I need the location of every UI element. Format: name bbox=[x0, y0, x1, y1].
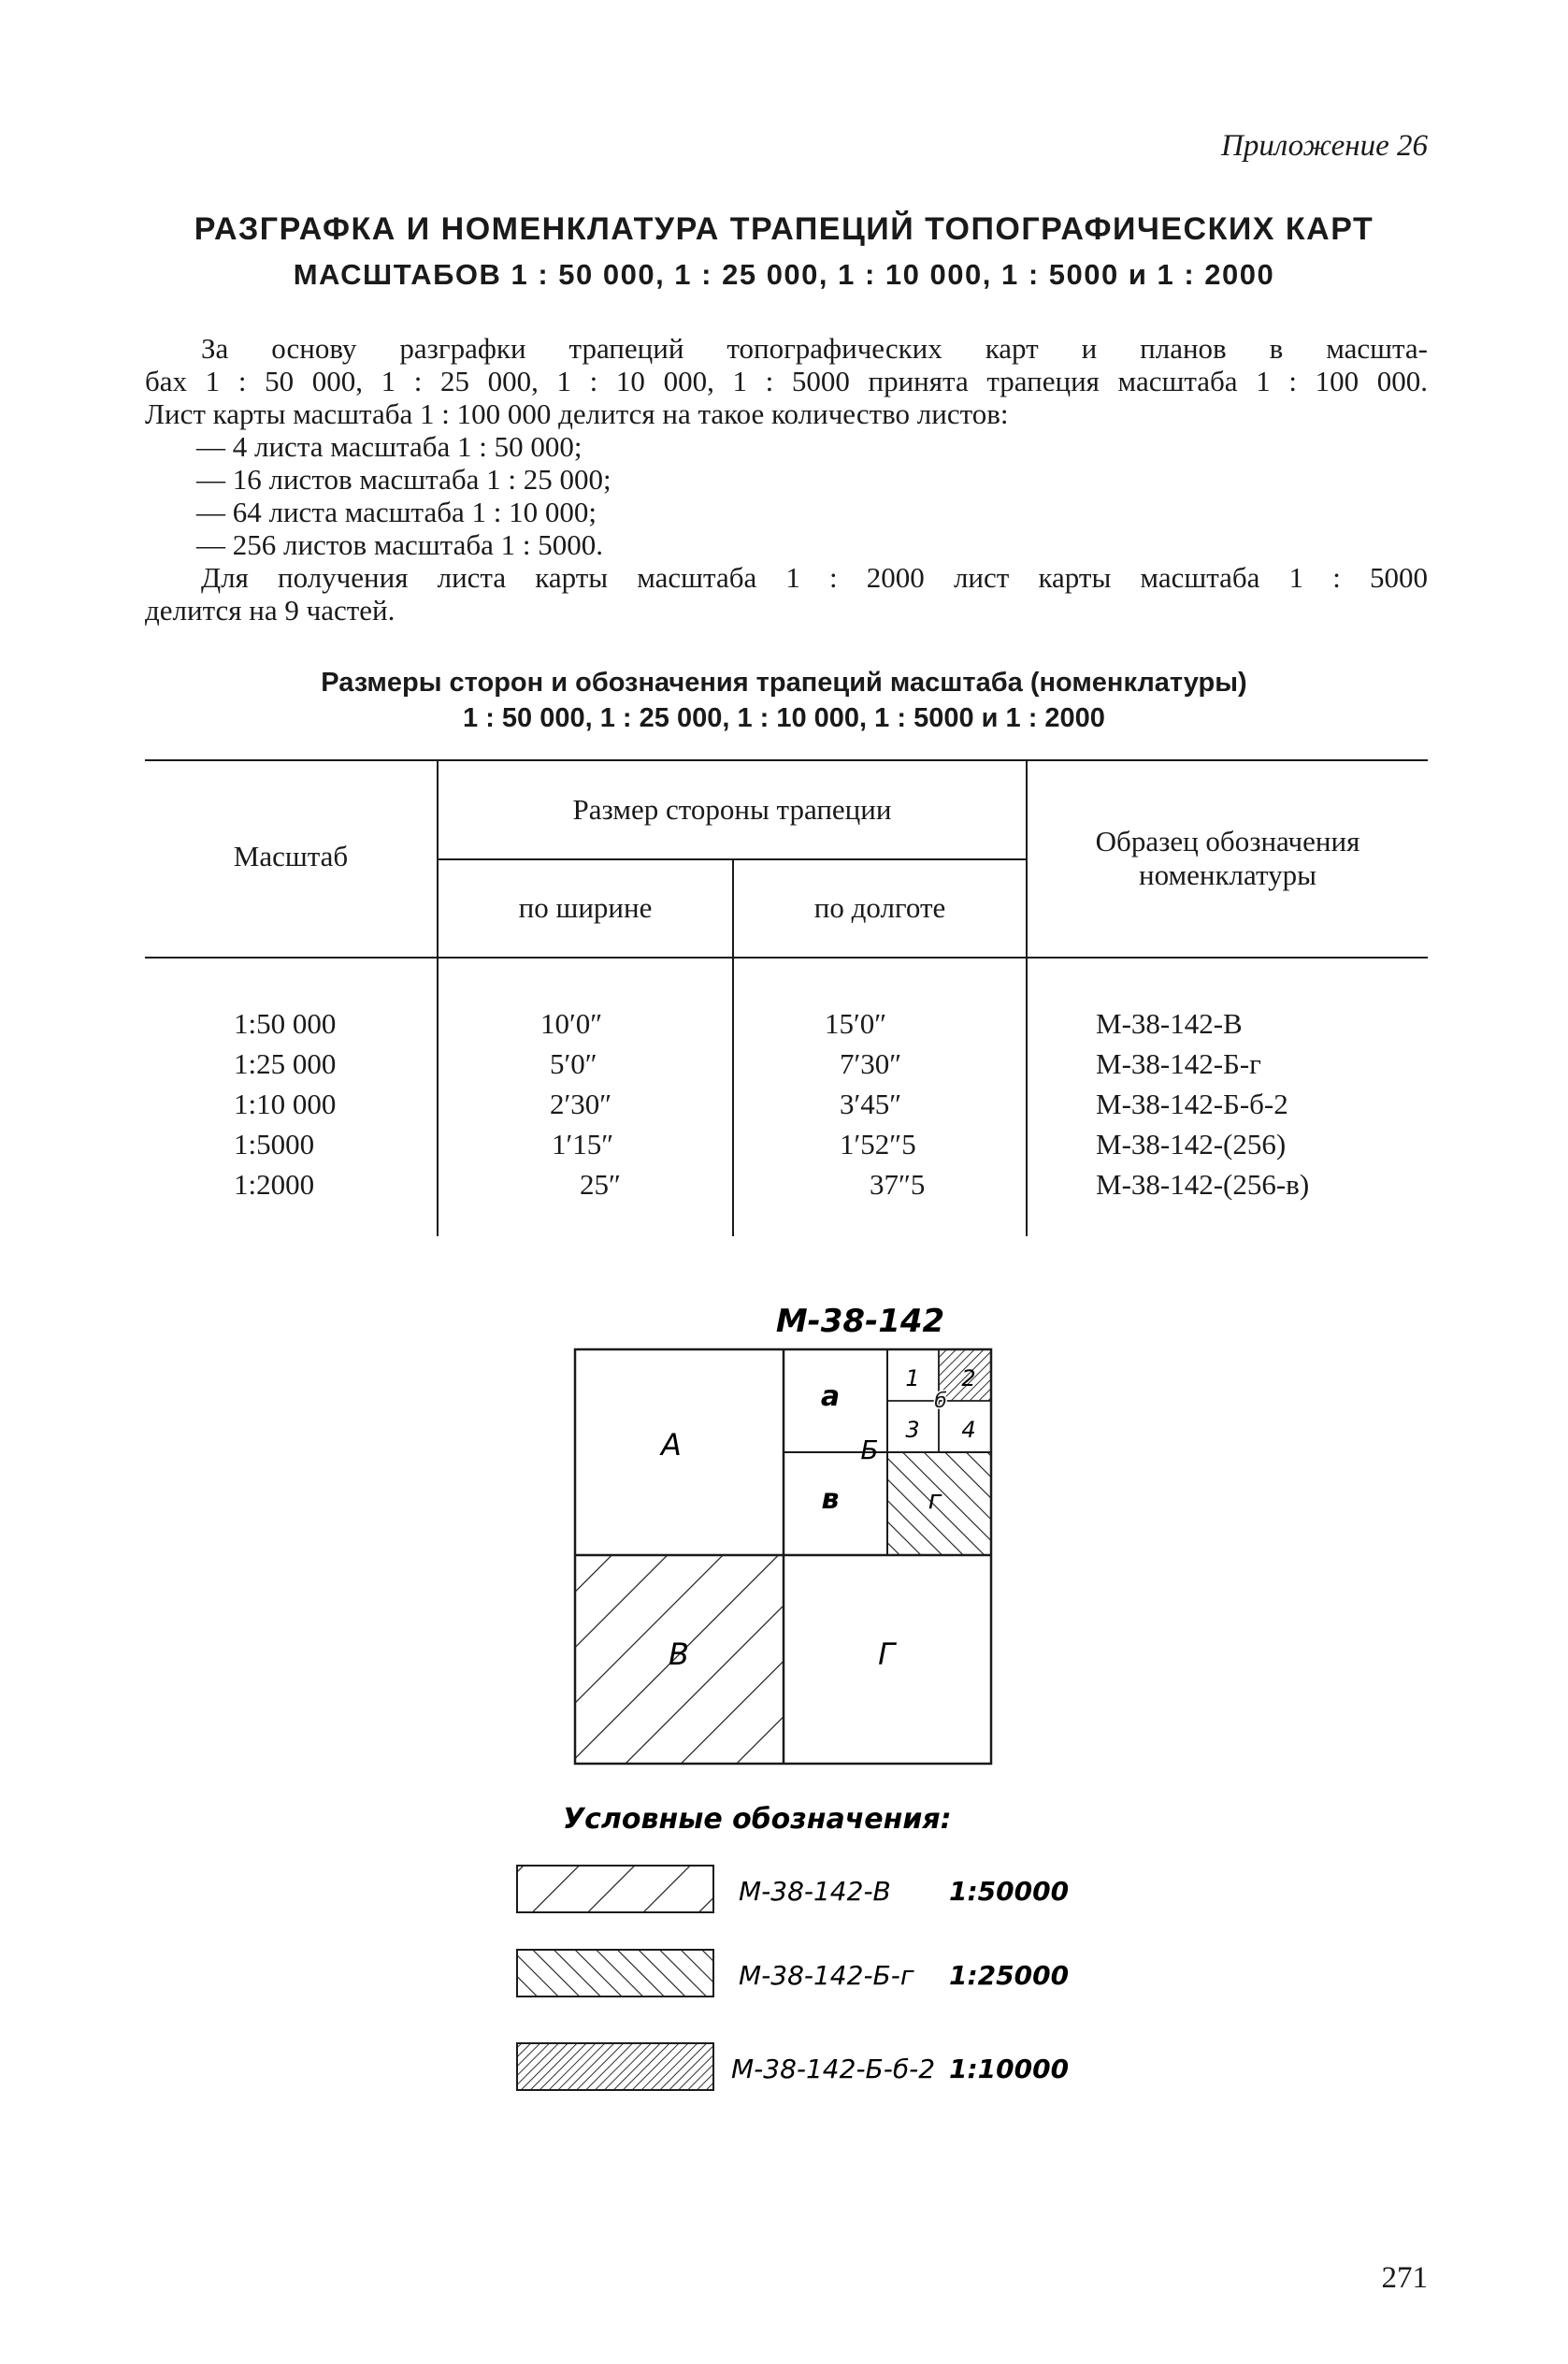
legend-swatch-1-25000 bbox=[517, 1950, 713, 1996]
label-1: 1 bbox=[905, 1365, 920, 1391]
label-4: 4 bbox=[961, 1417, 976, 1443]
table-cell-sample: М-38-142-(256) bbox=[1096, 1128, 1287, 1160]
page-number: 271 bbox=[1381, 2261, 1428, 2295]
intro-list-item: — 4 листа масштаба 1 : 50 000; bbox=[196, 430, 583, 463]
table-cell-sample: М-38-142-(256-в) bbox=[1096, 1168, 1310, 1201]
page-subtitle: МАСШТАБОВ 1 : 50 000, 1 : 25 000, 1 : 10 000, 1 : 5000 и 1 : 2000 bbox=[293, 258, 1275, 291]
label-g: г bbox=[928, 1484, 942, 1515]
label-A: А bbox=[661, 1427, 682, 1463]
label-G: Г bbox=[878, 1636, 895, 1672]
header-sample: номенклатуры bbox=[1139, 858, 1316, 891]
intro-list-item: — 16 листов масштаба 1 : 25 000; bbox=[196, 463, 611, 496]
label-v: в bbox=[821, 1483, 840, 1516]
legend-code: М-38-142-Б-б-2 bbox=[731, 2054, 936, 2084]
intro-list-item: — 64 листа масштаба 1 : 10 000; bbox=[196, 496, 597, 528]
table-cell-scale: 1:10 000 bbox=[234, 1088, 337, 1120]
table-cell-width: 10′0″ bbox=[540, 1007, 603, 1040]
page-title: РАЗГРАФКА И НОМЕНКЛАТУРА ТРАПЕЦИЙ ТОПОГРАФИЧЕСКИХ КАРТ bbox=[194, 211, 1374, 247]
intro-line: бах 1 : 50 000, 1 : 25 000, 1 : 10 000, 1 : 5000 принята трапеция масштаба 1 : 100 000. bbox=[145, 365, 1428, 397]
intro-line: За основу разграфки трапеций топографических карт и планов в масшта- bbox=[201, 332, 1428, 365]
table-cell-width: 5′0″ bbox=[550, 1047, 597, 1080]
label-3: 3 bbox=[905, 1417, 920, 1443]
table-cell-scale: 1:25 000 bbox=[234, 1047, 337, 1080]
table-cell-longitude: 3′45″ bbox=[840, 1088, 902, 1120]
table-cell-longitude: 15′0″ bbox=[825, 1007, 887, 1040]
header-by-width: по ширине bbox=[518, 891, 653, 924]
legend-code: М-38-142-Б-г bbox=[739, 1960, 914, 1991]
intro-line: Для получения листа карты масштаба 1 : 2000 лист карты масштаба 1 : 5000 bbox=[201, 561, 1428, 594]
legend-scale: 1:50000 bbox=[949, 1876, 1070, 1907]
legend-swatch-1-10000 bbox=[517, 2043, 713, 2090]
intro-line: Лист карты масштаба 1 : 100 000 делится на такое количество листов: bbox=[145, 397, 1009, 430]
header-scale: Масштаб bbox=[233, 840, 349, 872]
table-cell-scale: 1:50 000 bbox=[234, 1007, 337, 1040]
label-B: Б bbox=[860, 1434, 879, 1465]
table-cell-width: 25″ bbox=[580, 1168, 621, 1201]
table-cell-width: 2′30″ bbox=[550, 1088, 612, 1120]
legend-scale: 1:10000 bbox=[949, 2054, 1070, 2084]
diagram-title: М-38-142 bbox=[775, 1303, 945, 1340]
legend-swatch-1-50000 bbox=[517, 1866, 713, 1912]
header-side-size: Размер стороны трапеции bbox=[572, 793, 892, 826]
table-caption: Размеры сторон и обозначения трапеций масштаба (номенклатуры) bbox=[321, 668, 1247, 698]
table-cell-longitude: 37″5 bbox=[870, 1168, 926, 1201]
legend-scale: 1:25000 bbox=[949, 1960, 1070, 1991]
label-a: а bbox=[820, 1380, 841, 1413]
legend-title: Условные обозначения: bbox=[563, 1803, 952, 1836]
table-cell-sample: М-38-142-Б-г bbox=[1096, 1047, 1261, 1080]
table-cell-longitude: 7′30″ bbox=[840, 1047, 902, 1080]
label-b-small: б bbox=[934, 1390, 947, 1413]
header-by-longitude: по долготе bbox=[813, 891, 946, 924]
table-cell-scale: 1:5000 bbox=[234, 1128, 315, 1160]
label-2: 2 bbox=[961, 1365, 976, 1391]
table-caption-scales: 1 : 50 000, 1 : 25 000, 1 : 10 000, 1 : 5000 и 1 : 2000 bbox=[463, 703, 1105, 733]
header-sample: Образец обозначения bbox=[1095, 825, 1360, 858]
legend-code: М-38-142-В bbox=[739, 1876, 891, 1907]
table-cell-scale: 1:2000 bbox=[234, 1168, 315, 1201]
table-cell-longitude: 1′52″5 bbox=[840, 1128, 916, 1160]
label-V: В bbox=[669, 1636, 689, 1672]
table-cell-sample: М-38-142-Б-б-2 bbox=[1096, 1088, 1288, 1120]
intro-list-item: — 256 листов масштаба 1 : 5000. bbox=[196, 528, 603, 561]
intro-line: делится на 9 частей. bbox=[145, 594, 396, 627]
table-cell-sample: М-38-142-В bbox=[1096, 1007, 1243, 1040]
table-cell-width: 1′15″ bbox=[552, 1128, 614, 1160]
appendix-label: Приложение 26 bbox=[1221, 129, 1428, 163]
